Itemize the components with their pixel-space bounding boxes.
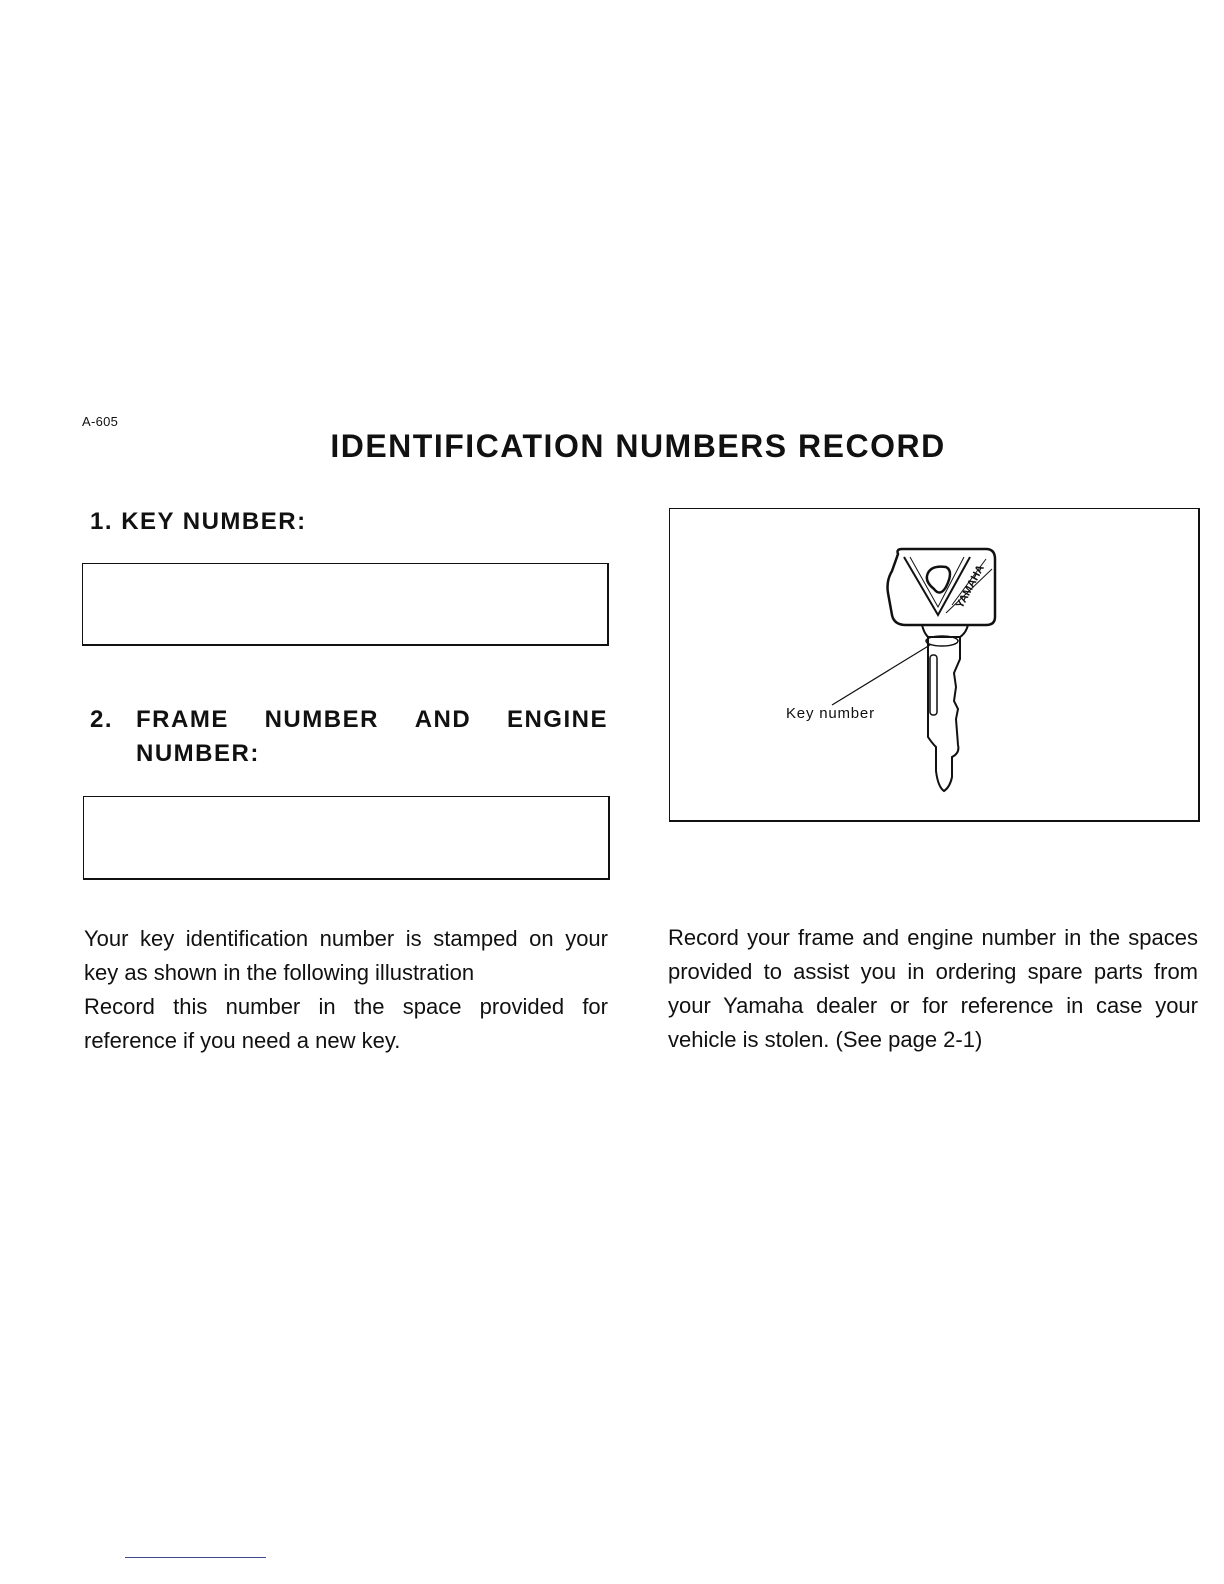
key-number-leader: [832, 645, 930, 705]
frame-engine-record-box: [83, 796, 610, 880]
key-blade: [928, 637, 960, 791]
document-code: A-605: [82, 414, 119, 429]
frame-engine-word-number: NUMBER: [264, 706, 379, 733]
key-number-callout: Key number: [786, 705, 875, 722]
frame-engine-word-and: AND: [414, 706, 472, 733]
key-number-paragraph-2: Record this number in the space provided for reference if you need a new key.: [84, 994, 608, 1053]
key-head-shape: [888, 549, 996, 625]
frame-engine-paragraph: Record your frame and engine number in the spaces provided to assist you in ordering spare parts from your Yamaha dealer or for reference in case your vehicle is stolen. (See page 2-1): [668, 925, 1198, 1052]
key-neck: [922, 625, 968, 637]
key-blade-groove: [930, 655, 937, 715]
key-illustration: [670, 509, 1198, 820]
footer-rule: [125, 1557, 266, 1558]
key-brand-text: YAMAHA: [954, 563, 987, 611]
key-number-instructions: [84, 922, 608, 1058]
frame-engine-index: 2.: [90, 706, 114, 733]
key-number-heading: [90, 505, 307, 539]
key-number-index: 1.: [90, 508, 114, 535]
frame-engine-word-frame: FRAME: [136, 706, 229, 733]
key-number-paragraph-1: Your key identification number is stamped on your key as shown in the following illustration: [84, 926, 608, 985]
frame-engine-line2: NUMBER:: [136, 740, 260, 767]
frame-engine-heading: [90, 703, 608, 771]
frame-engine-word-engine: ENGINE: [506, 706, 608, 733]
key-number-label: KEY NUMBER:: [121, 508, 307, 535]
page-title: IDENTIFICATION NUMBERS RECORD: [330, 428, 946, 464]
frame-engine-instructions: [668, 921, 1198, 1057]
key-number-record-box: [82, 563, 609, 646]
key-illustration-box: [669, 508, 1200, 822]
key-logo-triangle: [927, 567, 950, 593]
